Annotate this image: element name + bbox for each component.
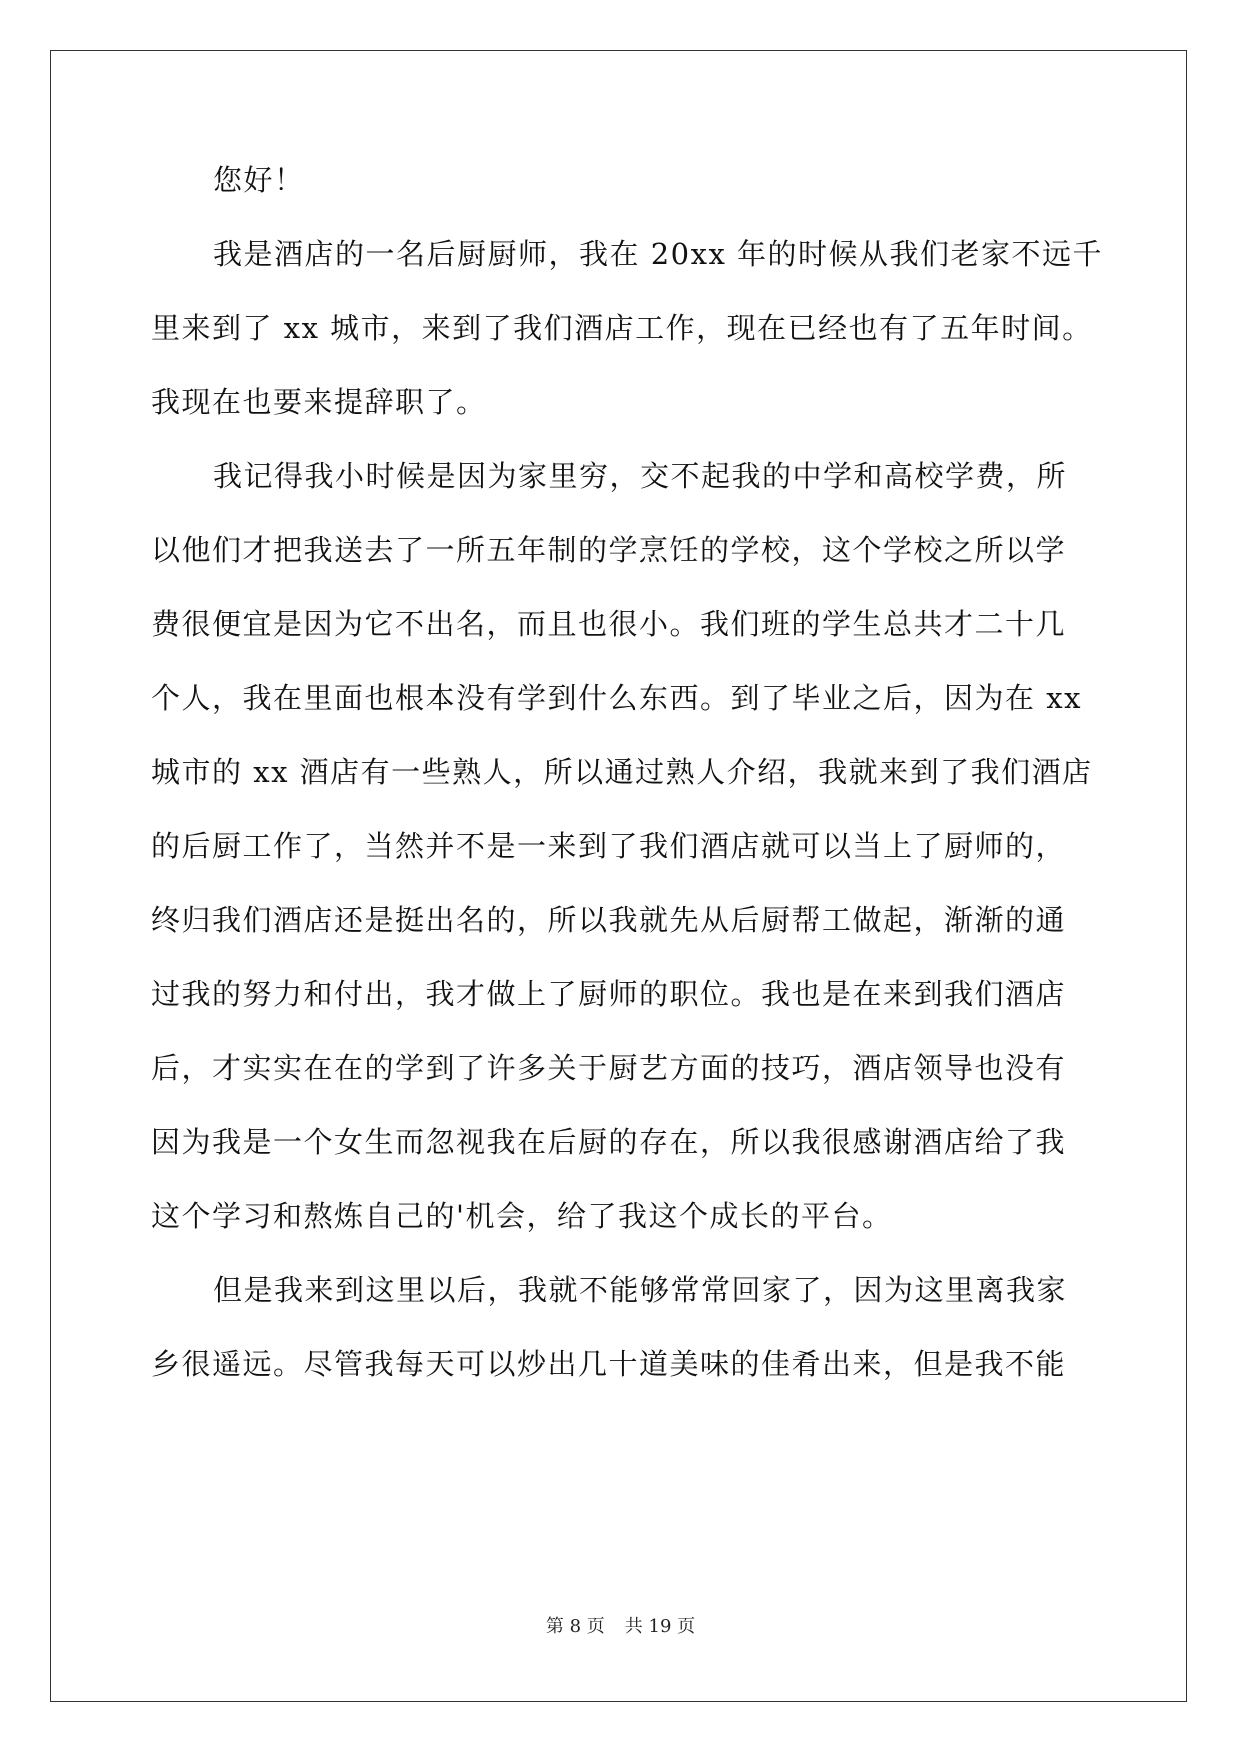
greeting-line: 您好！ bbox=[213, 163, 305, 197]
paragraph-2-line-11: 这个学习和熬炼自己的'机会，给了我这个成长的平台。 bbox=[151, 1199, 893, 1233]
paragraph-3-line-2: 乡很遥远。尽管我每天可以炒出几十道美味的佳肴出来，但是我不能 bbox=[151, 1347, 1067, 1381]
paragraph-2-line-1: 我记得我小时候是因为家里穷，交不起我的中学和高校学费，所 bbox=[213, 459, 1068, 493]
paragraph-1-line-3: 我现在也要来提辞职了。 bbox=[151, 385, 487, 419]
paragraph-1-line-2: 里来到了 xx 城市，来到了我们酒店工作，现在已经也有了五年时间。 bbox=[151, 311, 1093, 345]
paragraph-1-line-1: 我是酒店的一名后厨厨师，我在 20xx 年的时候从我们老家不远千 bbox=[213, 237, 1104, 271]
paragraph-2-line-10: 因为我是一个女生而忽视我在后厨的存在，所以我很感谢酒店给了我 bbox=[151, 1125, 1067, 1159]
paragraph-3-line-1: 但是我来到这里以后，我就不能够常常回家了，因为这里离我家 bbox=[213, 1273, 1068, 1307]
paragraph-2-line-2: 以他们才把我送去了一所五年制的学烹饪的学校，这个学校之所以学 bbox=[151, 533, 1067, 567]
paragraph-2-line-3: 费很便宜是因为它不出名，而且也很小。我们班的学生总共才二十几 bbox=[151, 607, 1067, 641]
page-number-total: 共 19 页 bbox=[624, 1616, 696, 1637]
page-footer bbox=[0, 1612, 1241, 1638]
paragraph-2-line-6: 的后厨工作了，当然并不是一来到了我们酒店就可以当上了厨师的， bbox=[151, 829, 1067, 863]
page-border bbox=[50, 50, 1187, 1702]
paragraph-2-line-5: 城市的 xx 酒店有一些熟人，所以通过熟人介绍，我就来到了我们酒店 bbox=[151, 755, 1093, 789]
paragraph-2-line-8: 过我的努力和付出，我才做上了厨师的职位。我也是在来到我们酒店 bbox=[151, 977, 1067, 1011]
paragraph-2-line-7: 终归我们酒店还是挺出名的，所以我就先从后厨帮工做起，渐渐的通 bbox=[151, 903, 1067, 937]
paragraph-2-line-4: 个人，我在里面也根本没有学到什么东西。到了毕业之后，因为在 xx bbox=[151, 681, 1082, 715]
paragraph-2-line-9: 后，才实实在在的学到了许多关于厨艺方面的技巧，酒店领导也没有 bbox=[151, 1051, 1067, 1085]
page-number-current: 第 8 页 bbox=[545, 1616, 605, 1637]
